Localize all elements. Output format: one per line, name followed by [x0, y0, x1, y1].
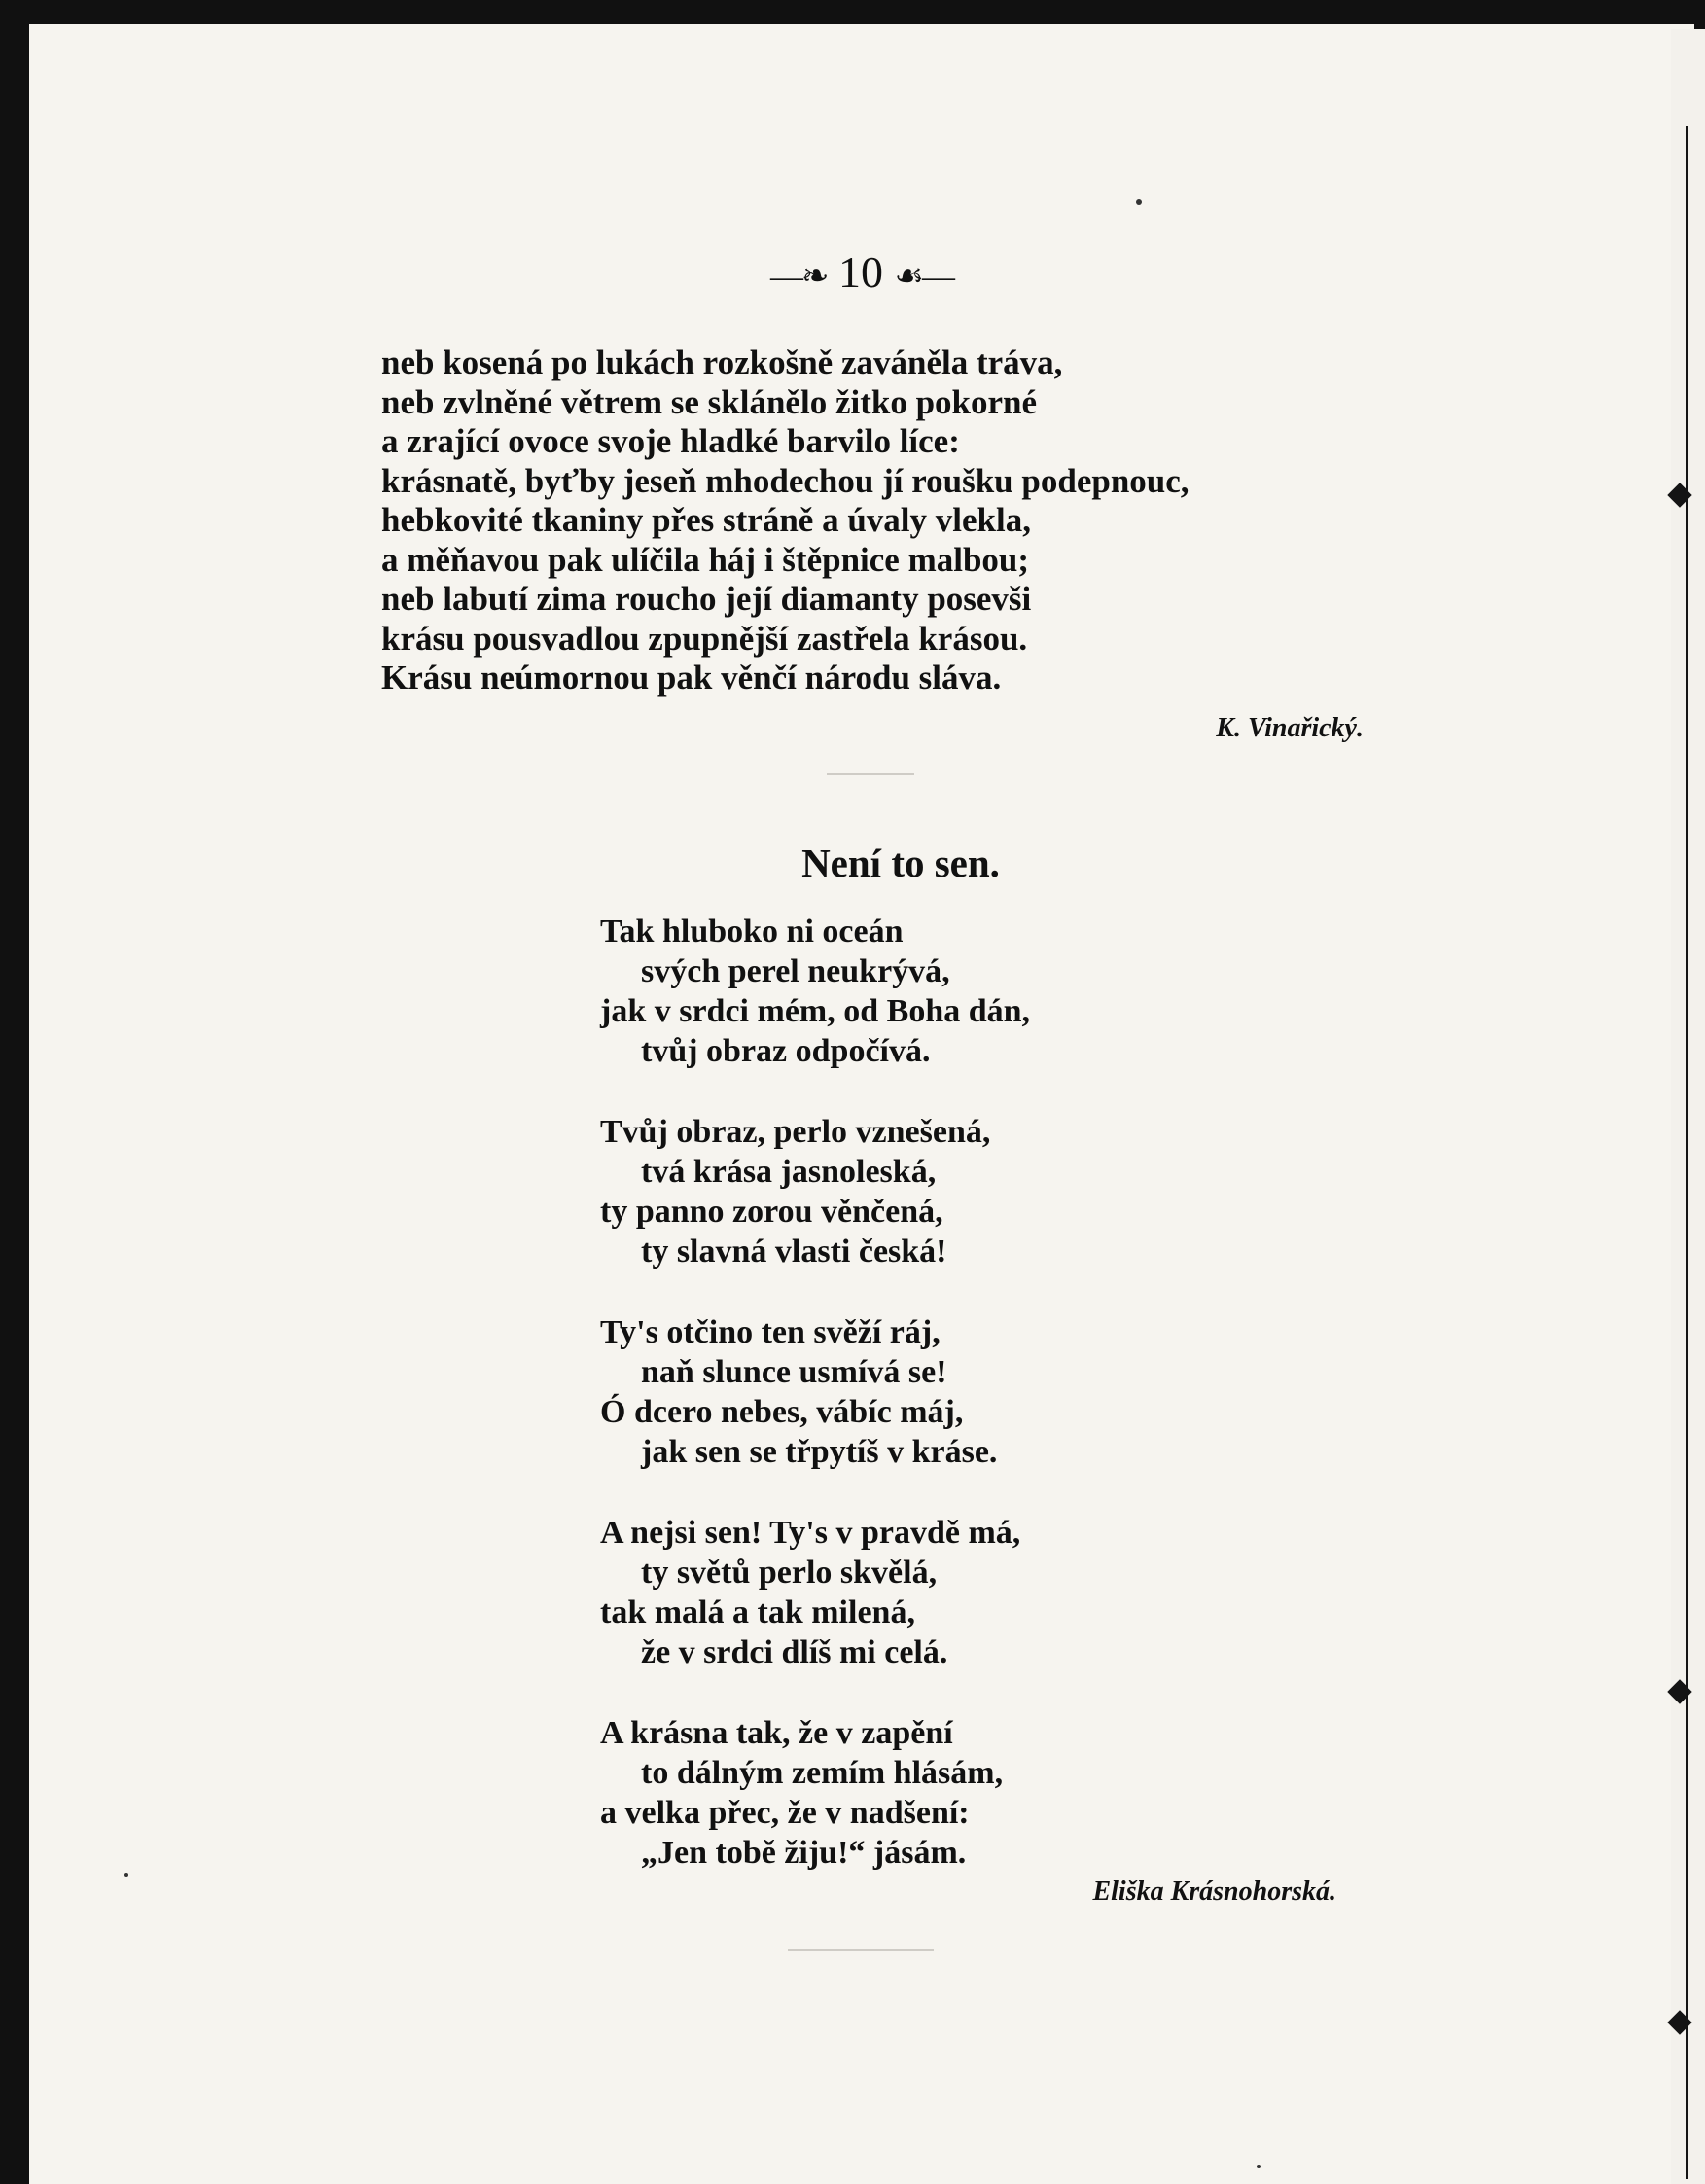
- book-page: [29, 24, 1694, 2184]
- poem-line: svých perel neukrývá,: [641, 953, 950, 989]
- poem2-body: [600, 912, 1030, 1914]
- poem-line: A krásna tak, že v zapění: [600, 1715, 953, 1751]
- end-rule: [788, 1949, 934, 1951]
- poem-line: A nejsi sen! Ty's v pravdě má,: [600, 1515, 1021, 1551]
- stanza: [600, 1112, 1030, 1271]
- poem-continuation: [381, 343, 1403, 698]
- page-number: 10: [838, 247, 883, 297]
- stanza: [600, 1513, 1030, 1672]
- poem-line: ty panno zorou věnčená,: [600, 1194, 943, 1230]
- poem-line: ty slavná vlasti česká!: [641, 1234, 947, 1270]
- poem-line: Tvůj obraz, perlo vznešená,: [600, 1114, 991, 1150]
- poem-line: „Jen tobě žiju!“ jásám.: [641, 1835, 967, 1871]
- binding-edge: [1686, 126, 1688, 2179]
- poem1-author: K. Vinařický.: [1216, 713, 1364, 743]
- poem-line: a velka přec, že v nadšení:: [600, 1795, 970, 1831]
- poem-line: jak v srdci mém, od Boha dán,: [600, 993, 1031, 1029]
- poem-line: neb kosená po lukách rozkošně zaváněla tráva,: [381, 343, 1063, 381]
- poem-line: jak sen se třpytíš v kráse.: [641, 1434, 998, 1470]
- separator-rule: [827, 773, 914, 775]
- poem2-author: Eliška Krásnohorská.: [1092, 1877, 1336, 1907]
- poem-line: tvůj obraz odpočívá.: [641, 1033, 931, 1069]
- stanza: [600, 1312, 1030, 1472]
- ornament-right-icon: ☙—: [894, 259, 953, 295]
- poem-line: tvá krása jasnoleská,: [641, 1154, 937, 1190]
- poem-line: neb zvlněné větrem se sklánělo žitko pokorné: [381, 382, 1038, 421]
- poem-line: Tak hluboko ni oceán: [600, 913, 904, 949]
- poem-line: Ty's otčino ten svěží ráj,: [600, 1314, 941, 1350]
- poem-line: naň slunce usmívá se!: [641, 1354, 947, 1390]
- poem-line: neb labutí zima roucho její diamanty posevši: [381, 580, 1032, 618]
- page-header: [29, 246, 1694, 298]
- ink-speck: [1257, 2165, 1261, 2168]
- stanza: [600, 1713, 1030, 1873]
- poem-line: krásnatě, byťby jeseň mhodechou jí roušku podepnouc,: [381, 461, 1190, 500]
- poem-line: Ó dcero nebes, vábíc máj,: [600, 1394, 964, 1430]
- ink-speck: [1136, 199, 1142, 205]
- poem-line: hebkovité tkaniny přes stráně a úvaly vlekla,: [381, 501, 1031, 539]
- poem2-title: Není to sen.: [801, 841, 1000, 885]
- stanza: [600, 912, 1030, 1071]
- poem-line: Krásu neúmornou pak věnčí národu sláva.: [381, 659, 1002, 697]
- poem-line: tak malá a tak milená,: [600, 1594, 915, 1630]
- poem-line: a zrající ovoce svoje hladké barvilo líce:: [381, 422, 960, 460]
- poem-line: a měňavou pak ulíčila háj i štěpnice malbou;: [381, 540, 1030, 579]
- poem-line: že v srdci dlíš mi celá.: [641, 1634, 948, 1670]
- poem-line: to dálným zemím hlásám,: [641, 1755, 1004, 1791]
- poem-line: krásu pousvadlou zpupnější zastřela krásou.: [381, 619, 1028, 658]
- poem-line: ty světů perlo skvělá,: [641, 1555, 938, 1591]
- ornament-left-icon: —❧: [770, 259, 828, 295]
- ink-speck: [124, 1873, 128, 1877]
